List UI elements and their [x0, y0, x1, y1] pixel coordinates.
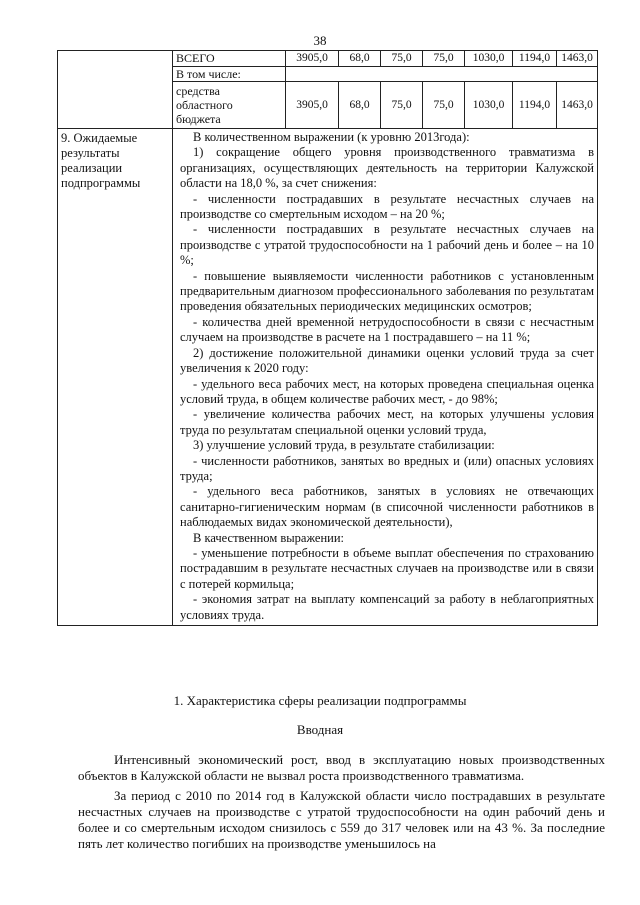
- body-paragraph: Интенсивный экономический рост, ввод в эксплуатацию новых производственных объектов в Калужской области не вызвал роста производственного травматизма.: [78, 752, 605, 783]
- subprogram-passport-table: [57, 50, 598, 626]
- results-paragraph: В количественном выражении (к уровню 2013года):: [193, 130, 470, 144]
- results-paragraph: - удельного веса рабочих мест, на которых проведена специальная оценка условий труда, в общем количестве рабочих мест, - до 98%;: [180, 376, 594, 406]
- results-paragraph: - численности пострадавших в результате несчастных случаев на производстве со смертельным исходом – на 20 %;: [180, 191, 594, 222]
- subsection-heading: Вводная: [296, 722, 344, 737]
- page-number: 38: [313, 33, 327, 48]
- expected-results-label: [58, 129, 173, 626]
- regional-budget-label-text: средства областного бюджета: [176, 84, 233, 126]
- regional-value: 3905,0: [286, 82, 339, 129]
- results-paragraph: 1) сокращение общего уровня производственного травматизма в организациях, осуществляющих деятельность на территории Калужской области на 18,0 %, за счет снижения:: [180, 145, 594, 191]
- results-paragraph: - экономия затрат на выплату компенсаций за работу в неблагоприятных условиях труда.: [180, 592, 594, 622]
- results-paragraph: - численности работников, занятых во вредных и (или) опасных условиях труда;: [180, 453, 594, 483]
- results-paragraph: - увеличение количества рабочих мест, на которых улучшены условия труда по результатам специальной оценки условий труда,: [180, 407, 594, 437]
- finance-total-row: [58, 51, 598, 67]
- total-value: 3905,0: [286, 51, 339, 67]
- results-paragraph: В качественном выражении:: [193, 530, 345, 545]
- body-text: [78, 752, 605, 856]
- results-paragraph: - уменьшение потребности в объеме выплат обеспечения по страхованию пострадавшим в результате несчастных случаев на производстве или в связи с потерей кормильца;: [180, 545, 594, 591]
- total-label: ВСЕГО: [173, 51, 286, 67]
- results-paragraph: 3) улучшение условий труда, в результате стабилизации:: [193, 438, 495, 453]
- regional-value: 75,0: [381, 82, 423, 129]
- results-paragraph: - повышение выявляемости численности работников с установленным предварительным диагнозом профессионального заболевания по результатам проведения обязательных периодических медицинских осмотров;: [180, 268, 594, 314]
- expected-results-row: [58, 129, 598, 626]
- including-empty-cell: [286, 66, 598, 82]
- total-value: 1030,0: [465, 51, 513, 67]
- total-value: 1194,0: [513, 51, 557, 67]
- total-value: 75,0: [381, 51, 423, 67]
- results-paragraph: - количества дней временной нетрудоспособности в связи с несчастным случаем на производстве в расчете на 1 пострадавшего – на 11 %;: [180, 314, 594, 345]
- empty-label-cell: [58, 51, 173, 129]
- expected-results-content: [173, 129, 598, 626]
- regional-budget-label: [173, 82, 286, 129]
- total-value: 75,0: [423, 51, 465, 67]
- total-value: 68,0: [339, 51, 381, 67]
- body-paragraph: За период с 2010 по 2014 год в Калужской области число пострадавших в результате несчастных случаев на производстве с утратой трудоспособности на один рабочий день и более и со смертельным исходом снизилось с 559 до 317 человек или на 43 %. За последние пять лет количество погибших на производстве уменьшилось на: [78, 788, 605, 851]
- regional-value: 1030,0: [465, 82, 513, 129]
- total-value: 1463,0: [557, 51, 598, 67]
- results-paragraph: 2) достижение положительной динамики оценки условий труда за счет увеличения к 2020 году:: [180, 345, 594, 376]
- regional-value: 1194,0: [513, 82, 557, 129]
- section-heading: 1. Характеристика сферы реализации подпрограммы: [173, 693, 467, 708]
- including-label: В том числе:: [173, 66, 286, 82]
- results-paragraph: - удельного веса работников, занятых в условиях не отвечающих санитарно-гигиеническим нормам (в списочной численности работников в наблюдаемых видах экономической деятельности),: [180, 484, 594, 530]
- expected-results-label-text: 9. Ожидаемые результаты реализации подпрограммы: [61, 131, 141, 190]
- regional-value: 1463,0: [557, 82, 598, 129]
- regional-value: 68,0: [339, 82, 381, 129]
- results-paragraph: - численности пострадавших в результате несчастных случаев на производстве с утратой трудоспособности на 1 рабочий день и более – на 10 %;: [180, 222, 594, 268]
- regional-value: 75,0: [423, 82, 465, 129]
